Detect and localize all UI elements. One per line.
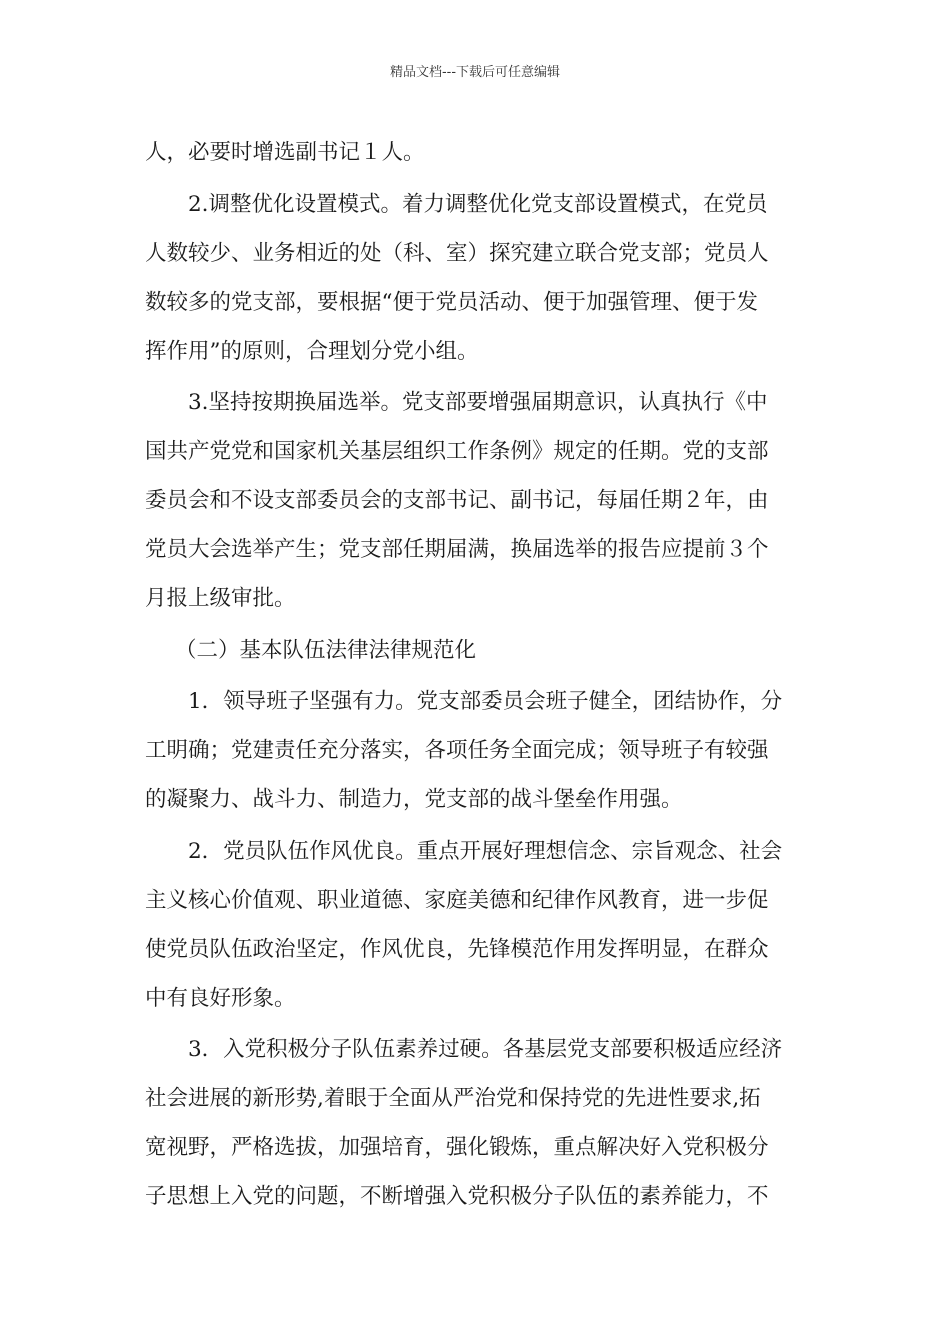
text-line: 中有良好形象。: [145, 985, 296, 1011]
paragraph-leadership: [145, 677, 805, 824]
text-line: 委员会和不设支部委员会的支部书记、副书记，每届任期２年，由: [145, 488, 769, 513]
section-heading: [145, 626, 805, 675]
paragraph-activists: [145, 1025, 805, 1221]
text-line: 挥作用”的原则，合理划分党小组。: [145, 338, 479, 364]
text-line: 子思想上入党的问题，不断增强入党积极分子队伍的素养能力，不: [145, 1184, 769, 1209]
text-line: 2.调整优化设置模式。着力调整优化党支部设置模式，在党员: [188, 191, 768, 217]
paragraph-election: [145, 378, 805, 623]
text-line: 2．党员队伍作风优良。重点开展好理想信念、宗旨观念、社会: [188, 838, 783, 864]
document-body: [145, 128, 805, 1221]
text-line: 工明确；党建责任充分落实，各项任务全面完成；领导班子有较强: [145, 738, 769, 763]
text-line: 的凝聚力、战斗力、制造力，党支部的战斗堡垒作用强。: [145, 787, 683, 812]
text-line: 党员大会选举产生；党支部任期届满，换届选举的报告应提前３个: [145, 537, 769, 562]
text-line: 使党员队伍政治坚定，作风优良，先锋模范作用发挥明显，在群众: [145, 936, 769, 962]
text-line: 宽视野，严格选拔，加强培育，强化锻炼，重点解决好入党积极分: [145, 1135, 769, 1160]
text-line: 主义核心价值观、职业道德、家庭美德和纪律作风教育，进一步促: [145, 887, 769, 913]
text-line: 社会进展的新形势,着眼于全面从严治党和保持党的先进性要求,拓: [145, 1086, 761, 1111]
text-line: 3.坚持按期换届选举。党支部要增强届期意识，认真执行《中: [188, 390, 768, 415]
section-heading-text: （二）基本队伍法律法律规范化: [175, 637, 477, 663]
text-line: 3．入党积极分子队伍素养过硬。各基层党支部要积极适应经济: [188, 1037, 783, 1062]
paragraph-member-style: [145, 827, 805, 1023]
text-line: 国共产党党和国家机关基层组织工作条例》规定的任期。党的支部: [145, 439, 769, 464]
text-line: 人，必要时增选副书记１人。: [145, 140, 425, 165]
paragraph-continuation: [145, 128, 805, 177]
text-line: 人数较少、业务相近的处（科、室）探究建立联合党支部；党员人: [145, 240, 769, 266]
text-line: 1．领导班子坚强有力。党支部委员会班子健全，团结协作，分: [188, 689, 783, 714]
page-header: 精品文档---下载后可任意编辑: [389, 65, 561, 80]
paragraph-adjust-setting-mode: [145, 180, 805, 376]
text-line: 月报上级审批。: [145, 586, 296, 611]
text-line: 数较多的党支部，要根据“便于党员活动、便于加强管理、便于发: [145, 289, 758, 315]
